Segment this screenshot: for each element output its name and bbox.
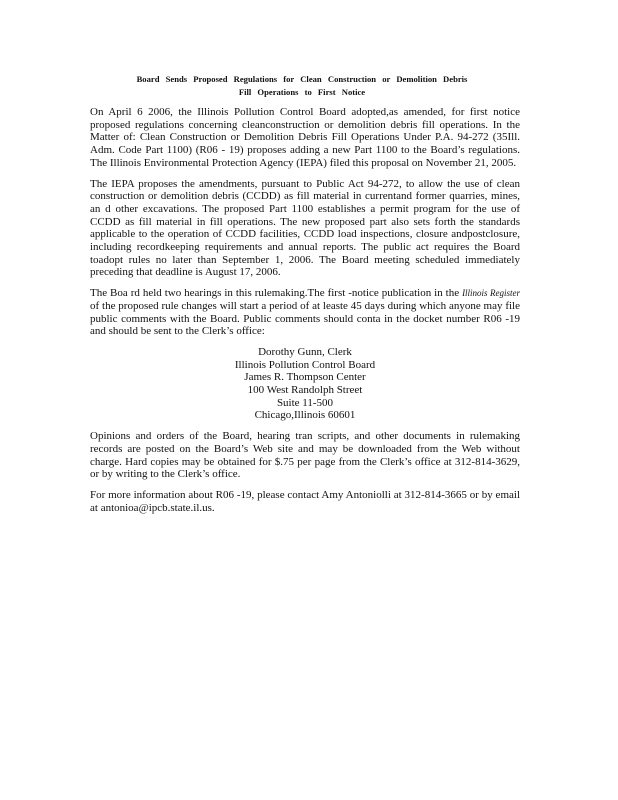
publication-name: Illinois Register [462,288,521,299]
paragraph-iepa-proposal: The IEPA proposes the amendments, pursuant to Public Act 94-272, to allow the use of clean construction or demolition debris (CCDD) as fill material in currentand former quarries, mines, an d other excavations. The proposed Part 1100 establishes a permit program for the use of CCDD as fill material in fill operations. The new proposed part also sets forth the standards applicable to the operation of CCDD facilities, CCDD load inspections, closure andpostclosure, including recordkeeping requirements and annual reports. The public act requires the Board toadopt rules no later than September 1, 2006. The Board meeting scheduled immediately preceding that deadline is August 17, 2006. [90,177,520,279]
paragraph-documents: Opinions and orders of the Board, hearing tran scripts, and other documents in rulemaking records are posted on the Board’s Web site and may be downloaded from the Web without charge. Hard copies may be obtained for $.75 per page from the Clerk’s office at 312-814-3629, or by writing to the Clerk’s office. [90,430,520,481]
address-line-1: Dorothy Gunn, Clerk [258,345,352,358]
paragraph-adoption: On April 6 2006, the Illinois Pollution Control Board adopted,as amended, for first notice proposed regulations concerning cleanconstruction or demolition debris fill operations. In the Matter of: Clean Construction or Demolition Debris Fill Operations Under P.A. 94-272 (35Ill. Adm. Code Part 1100) (R06 - 19) proposes adding a new Part 1100 to the Board’s regulations. The Illinois Environmental Protection Agency (IEPA) filed this proposal on November 21, 2005. [90,106,520,169]
address-line-3: James R. Thompson Center [244,371,366,384]
address-line-6: Chicago,Illinois 60601 [254,409,356,422]
clerk-address [90,346,520,422]
title-line-2: Fill Operations to First Notice [238,87,366,97]
hearings-text-start: The Boa rd held two hearings in this rulemaking.The first -notice publication in the [90,287,460,300]
hearings-text-end: of the proposed rule changes will start a period of at leaste 45 days during which anyone may file public comments with the Board. Public comments should conta in the docket number R06 -19 and should be sent to the Clerk’s office: [90,299,520,338]
address-line-5: Suite 11-500 [276,396,334,409]
title-line-1: Board Sends Proposed Regulations for Clean Construction or Demolition Debris [136,74,468,84]
document-body [90,106,520,522]
address-line-4: 100 West Randolph Street [247,384,363,397]
press-release-title [98,73,506,99]
address-line-2: Illinois Pollution Control Board [234,358,376,371]
paragraph-contact: For more information about R06 -19, please contact Amy Antoniolli at 312-814-3665 or by email at antonioa@ipcb.state.il.us. [90,488,520,514]
paragraph-hearings [90,287,520,338]
